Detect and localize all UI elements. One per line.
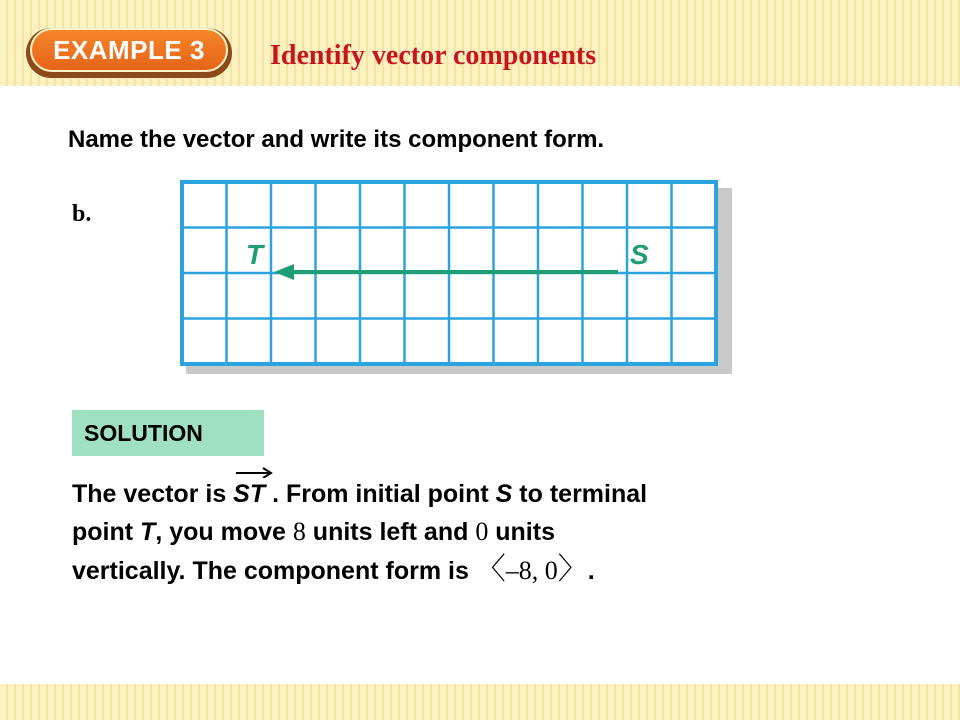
component-form: –8, 0 [505, 556, 558, 585]
footer-band [0, 684, 960, 720]
part-label: b. [72, 201, 92, 227]
point-label-t: T [246, 239, 264, 270]
text-run: to terminal [512, 480, 648, 508]
text-run: units left and [305, 518, 476, 546]
solution-text [72, 476, 852, 590]
solution-heading: SOLUTION [72, 410, 264, 456]
right-angle-bracket: 〉 [557, 553, 588, 586]
text-run: The vector is [72, 480, 234, 508]
text-run: , you move [155, 518, 293, 546]
vector-notation [233, 476, 265, 513]
point-label-s: S [630, 239, 649, 270]
vertical-units: 0 [475, 517, 489, 546]
vector-arrow-icon [235, 466, 273, 478]
point-t: T [140, 518, 156, 546]
vector-grid-figure [178, 178, 738, 378]
solution-line-1 [72, 476, 852, 513]
horizontal-units: 8 [292, 517, 306, 546]
left-angle-bracket: 〈 [475, 553, 506, 586]
example-badge: EXAMPLE 3 [30, 28, 228, 72]
problem-prompt: Name the vector and write its component form. [68, 126, 605, 153]
text-run: . From initial point [265, 480, 496, 508]
text-run: units [488, 518, 555, 546]
solution-line-3 [72, 551, 852, 590]
text-run: vertically. The component form is [72, 557, 476, 585]
text-run: . [587, 557, 595, 585]
text-run: point [72, 518, 141, 546]
slide-title: Identify vector components [270, 40, 597, 71]
point-s: S [495, 480, 513, 508]
solution-line-2 [72, 513, 852, 551]
vector-name: ST [233, 480, 266, 508]
